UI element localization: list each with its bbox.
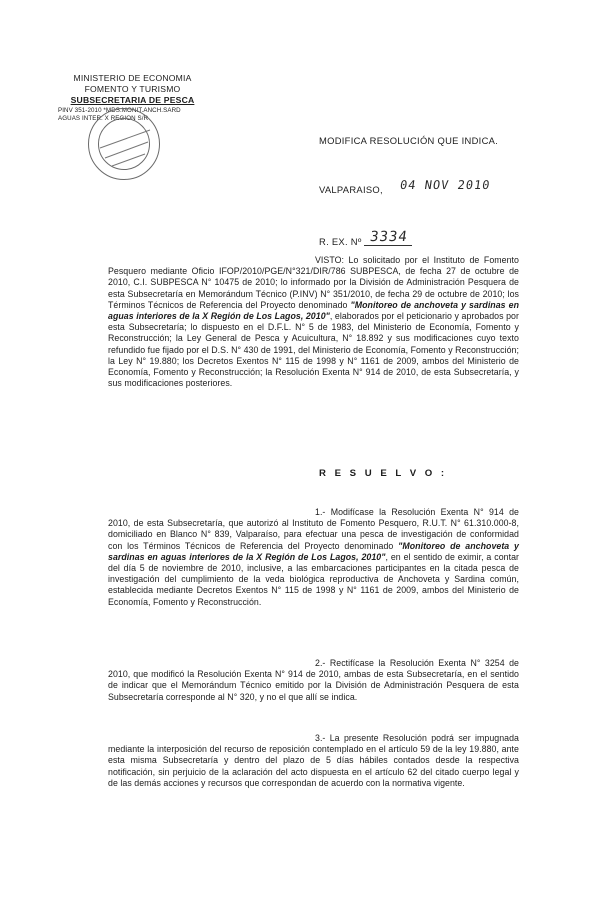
visto-text: VISTO: Lo solicitado por el Instituto de Fomento Pesquero mediante Oficio IFOP/2010/PGE/N°321/DIR/786 SUBPESCA, de fecha 27 de octubre de 2010, C.I. SUBPESCA N° 10475 de 2010; lo informado por la División de Administración Pesquera de esta Subsecretaría en Memorándum Técnico (P.INV) N° 351/2010, de fecha 29 de octubre de 2010; los Términos Técnicos de Referencia del Proyecto denominado bbox=[108, 255, 519, 310]
item-1-project-name: "Monitoreo de anchoveta y sardinas en aguas interiores de la X Región de Los Lagos, 2010" bbox=[108, 540, 519, 562]
resolution-number-underline bbox=[364, 245, 412, 246]
seal-scribble-icon bbox=[90, 108, 160, 180]
resolution-number: 3334 bbox=[368, 229, 409, 245]
file-reference-line1: PINV 351-2010 *MDS.MONIT.ANCH.SARD bbox=[58, 107, 181, 114]
subsecretaria-line: SUBSECRETARIA DE PESCA bbox=[70, 95, 195, 105]
resolution-item-2: 2.- Rectifícase la Resolución Exenta N° 3254 de 2010, que modificó la Resolución Exenta N° 914 de 2010, ambas de esta Subsecretaría, en el sentido de indicar que el Memorándum Técnico emitido por la División de Administración Pesquera de esta Subsecretaría corresponde al N° 320, y no el que allí se indica. bbox=[108, 658, 519, 702]
letterhead bbox=[60, 73, 205, 106]
subject-line: MODIFICA RESOLUCIÓN QUE INDICA. bbox=[319, 135, 499, 146]
resuelvo-heading: R E S U E L V O : bbox=[319, 468, 448, 479]
project-name: "Monitoreo de anchoveta y sardinas en aguas interiores de la X Región de Los Lagos, 2010" bbox=[108, 299, 520, 322]
resolution-item-1 bbox=[108, 507, 519, 608]
place-label: VALPARAISO, bbox=[319, 184, 383, 195]
date-stamp: 04 NOV 2010 bbox=[399, 178, 492, 192]
ministry-line: MINISTERIO DE ECONOMIA bbox=[73, 73, 192, 83]
ministry-subline: FOMENTO Y TURISMO bbox=[84, 84, 181, 94]
resolution-label: R. EX. Nº bbox=[319, 236, 362, 247]
item-1-text: 1.- Modifícase la Resolución Exenta N° 914 de 2010, de esta Subsecretaría, que autorizó al Instituto de Fomento Pesquero, R.U.T. N° 61.310.000-8, domiciliado en Blanco N° 839, Valparaíso, para efectuar una pesca de investigación de conformidad con los Términos Técnicos de Referencia del Proyecto denominado bbox=[108, 507, 519, 551]
visto-text-end: , elaborados por el peticionario y aprobados por esta Subsecretaría; lo dispuesto en el D.F.L. N° 5 de 1983, del Ministerio de Economía, Fomento y Reconstrucción; la Ley General de Pesca y Acuicultura, N° 18.892 y sus modificaciones cuyo texto refundido fue fijado por el D.S. N° 430 de 1991, del Ministerio de Economía, Fomento y Reconstrucción; la Ley N° 19.880; los Decretos Exentos N° 115 de 1998 y N° 1161 de 2009, ambos del Ministerio de Economía, Fomento y Reconstrucción; la Resolución Exenta N° 914 de 2010, de esta Subsecretaría, y sus modificaciones posteriores. bbox=[108, 311, 519, 389]
item-1-text-end: , en el sentido de eximir, a contar del día 5 de noviembre de 2010, inclusive, a las embarcaciones participantes en la citada pesca de investigación del cumplimiento de la veda biológica reproductiva de Anchoveta y Sardina común, establecida mediante Decretos Exentos N° 115 de 1998 y N° 1161 de 2009, ambos del Ministerio de Economía, Fomento y Reconstrucción. bbox=[108, 551, 520, 607]
file-reference-line2: AGUAS INTER. X REGION S/R bbox=[58, 115, 149, 122]
resolution-item-3: 3.- La presente Resolución podrá ser impugnada mediante la interposición del recurso de reposición contemplado en el artículo 59 de la ley 19.880, ante esta misma Subsecretaría y dentro del plazo de 5 días hábiles contados desde la respectiva notificación, sin perjuicio de la aclaración del acto dispuesta en el artículo 62 del citado cuerpo legal y de las demás acciones y recursos que correspondan de acuerdo con la normativa vigente. bbox=[108, 733, 519, 788]
visto-paragraph bbox=[108, 255, 519, 389]
